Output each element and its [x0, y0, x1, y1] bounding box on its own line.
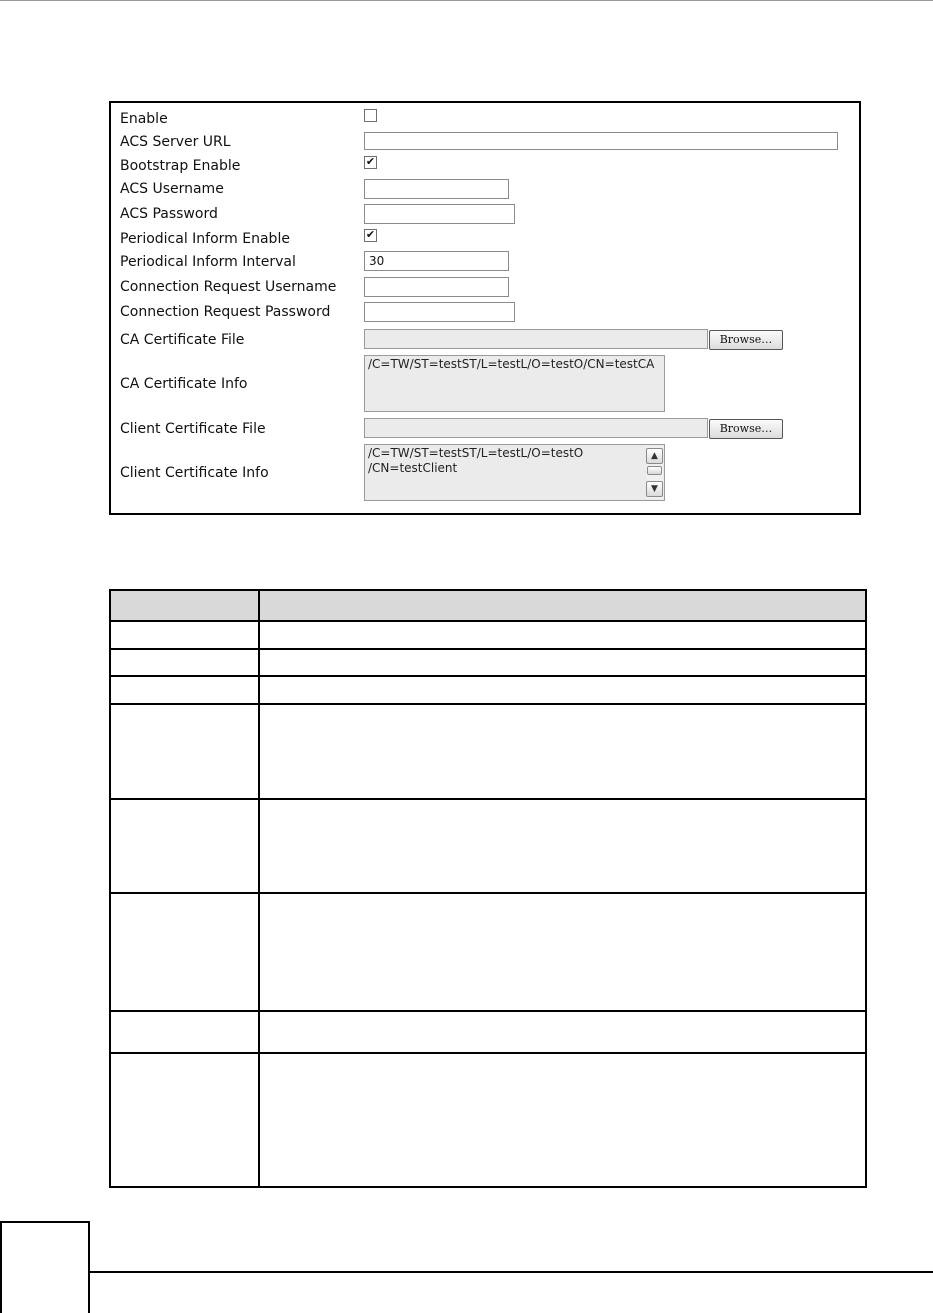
acs-password-label: ACS Password — [120, 206, 218, 222]
chevron-down-icon: ▼ — [651, 484, 658, 494]
table-header-row — [111, 591, 865, 622]
client-certificate-info-textarea[interactable] — [364, 444, 665, 501]
scroll-thumb[interactable] — [647, 466, 662, 475]
client-certificate-file-label: Client Certificate File — [120, 421, 266, 437]
table-row-description — [269, 681, 855, 699]
acs-server-url-label: ACS Server URL — [120, 134, 231, 150]
acs-password-input[interactable] — [364, 204, 515, 224]
row-separator — [111, 798, 865, 800]
top-rule — [0, 0, 933, 1]
table-row-label — [121, 709, 251, 793]
tr069-settings-panel — [109, 101, 861, 515]
field-description-table — [109, 589, 867, 1188]
check-mark-icon: ✔ — [365, 155, 376, 168]
scroll-up-button[interactable] — [646, 448, 663, 464]
ca-certificate-info-line: /C=TW/ST=testST/L=testL/O=testO/CN=testCA — [368, 357, 655, 371]
enable-label: Enable — [120, 111, 168, 127]
client-certificate-info-label: Client Certificate Info — [120, 465, 269, 481]
column-divider — [258, 591, 260, 1186]
ca-certificate-file-label: CA Certificate File — [120, 332, 245, 348]
connection-request-username-label: Connection Request Username — [120, 279, 337, 295]
row-separator — [111, 892, 865, 894]
ca-certificate-browse-button[interactable]: Browse… — [709, 330, 783, 350]
ca-certificate-info-textarea[interactable] — [364, 355, 665, 412]
periodical-inform-enable-label: Periodical Inform Enable — [120, 231, 290, 247]
table-row-label — [121, 681, 251, 699]
table-row-label — [121, 1058, 251, 1182]
client-certificate-browse-button[interactable]: Browse… — [709, 419, 783, 439]
client-certificate-info-line: /C=TW/ST=testST/L=testL/O=testO — [368, 446, 584, 460]
table-row-description — [269, 1058, 855, 1182]
bootstrap-enable-label: Bootstrap Enable — [120, 158, 241, 174]
table-header-label — [121, 591, 251, 620]
connection-request-password-input[interactable] — [364, 302, 515, 322]
row-separator — [111, 703, 865, 705]
table-row-label — [121, 804, 251, 888]
table-row-description — [269, 1016, 855, 1048]
table-row-description — [269, 898, 855, 1006]
row-separator — [111, 648, 865, 650]
vertical-scrollbar[interactable] — [646, 446, 663, 499]
table-row-label — [121, 654, 251, 672]
table-row-description — [269, 709, 855, 793]
client-certificate-file-input[interactable] — [364, 418, 708, 438]
table-row-label — [121, 1016, 251, 1048]
table-row-description — [269, 627, 855, 645]
ca-certificate-file-input[interactable] — [364, 329, 708, 349]
row-separator — [111, 1052, 865, 1054]
connection-request-password-label: Connection Request Password — [120, 304, 331, 320]
acs-username-label: ACS Username — [120, 181, 224, 197]
periodical-inform-enable-checkbox[interactable] — [364, 229, 377, 242]
ca-certificate-info-label: CA Certificate Info — [120, 376, 248, 392]
row-separator — [111, 1010, 865, 1012]
client-certificate-info-line: /CN=testClient — [368, 461, 458, 475]
footer-rule — [90, 1271, 933, 1273]
table-row-label — [121, 627, 251, 645]
chevron-up-icon: ▲ — [651, 451, 658, 461]
acs-username-input[interactable] — [364, 179, 509, 199]
periodical-inform-interval-label: Periodical Inform Interval — [120, 254, 296, 270]
acs-server-url-input[interactable] — [364, 132, 838, 150]
check-mark-icon: ✔ — [365, 228, 376, 241]
bootstrap-enable-checkbox[interactable] — [364, 156, 377, 169]
table-row-description — [269, 654, 855, 672]
periodical-inform-interval-input[interactable]: 30 — [364, 251, 509, 271]
page-number-box — [0, 1221, 90, 1313]
connection-request-username-input[interactable] — [364, 277, 509, 297]
table-header-description — [269, 591, 859, 620]
enable-checkbox[interactable] — [364, 109, 377, 122]
scroll-down-button[interactable] — [646, 481, 663, 497]
table-row-description — [269, 804, 855, 888]
table-row-label — [121, 898, 251, 1006]
row-separator — [111, 675, 865, 677]
